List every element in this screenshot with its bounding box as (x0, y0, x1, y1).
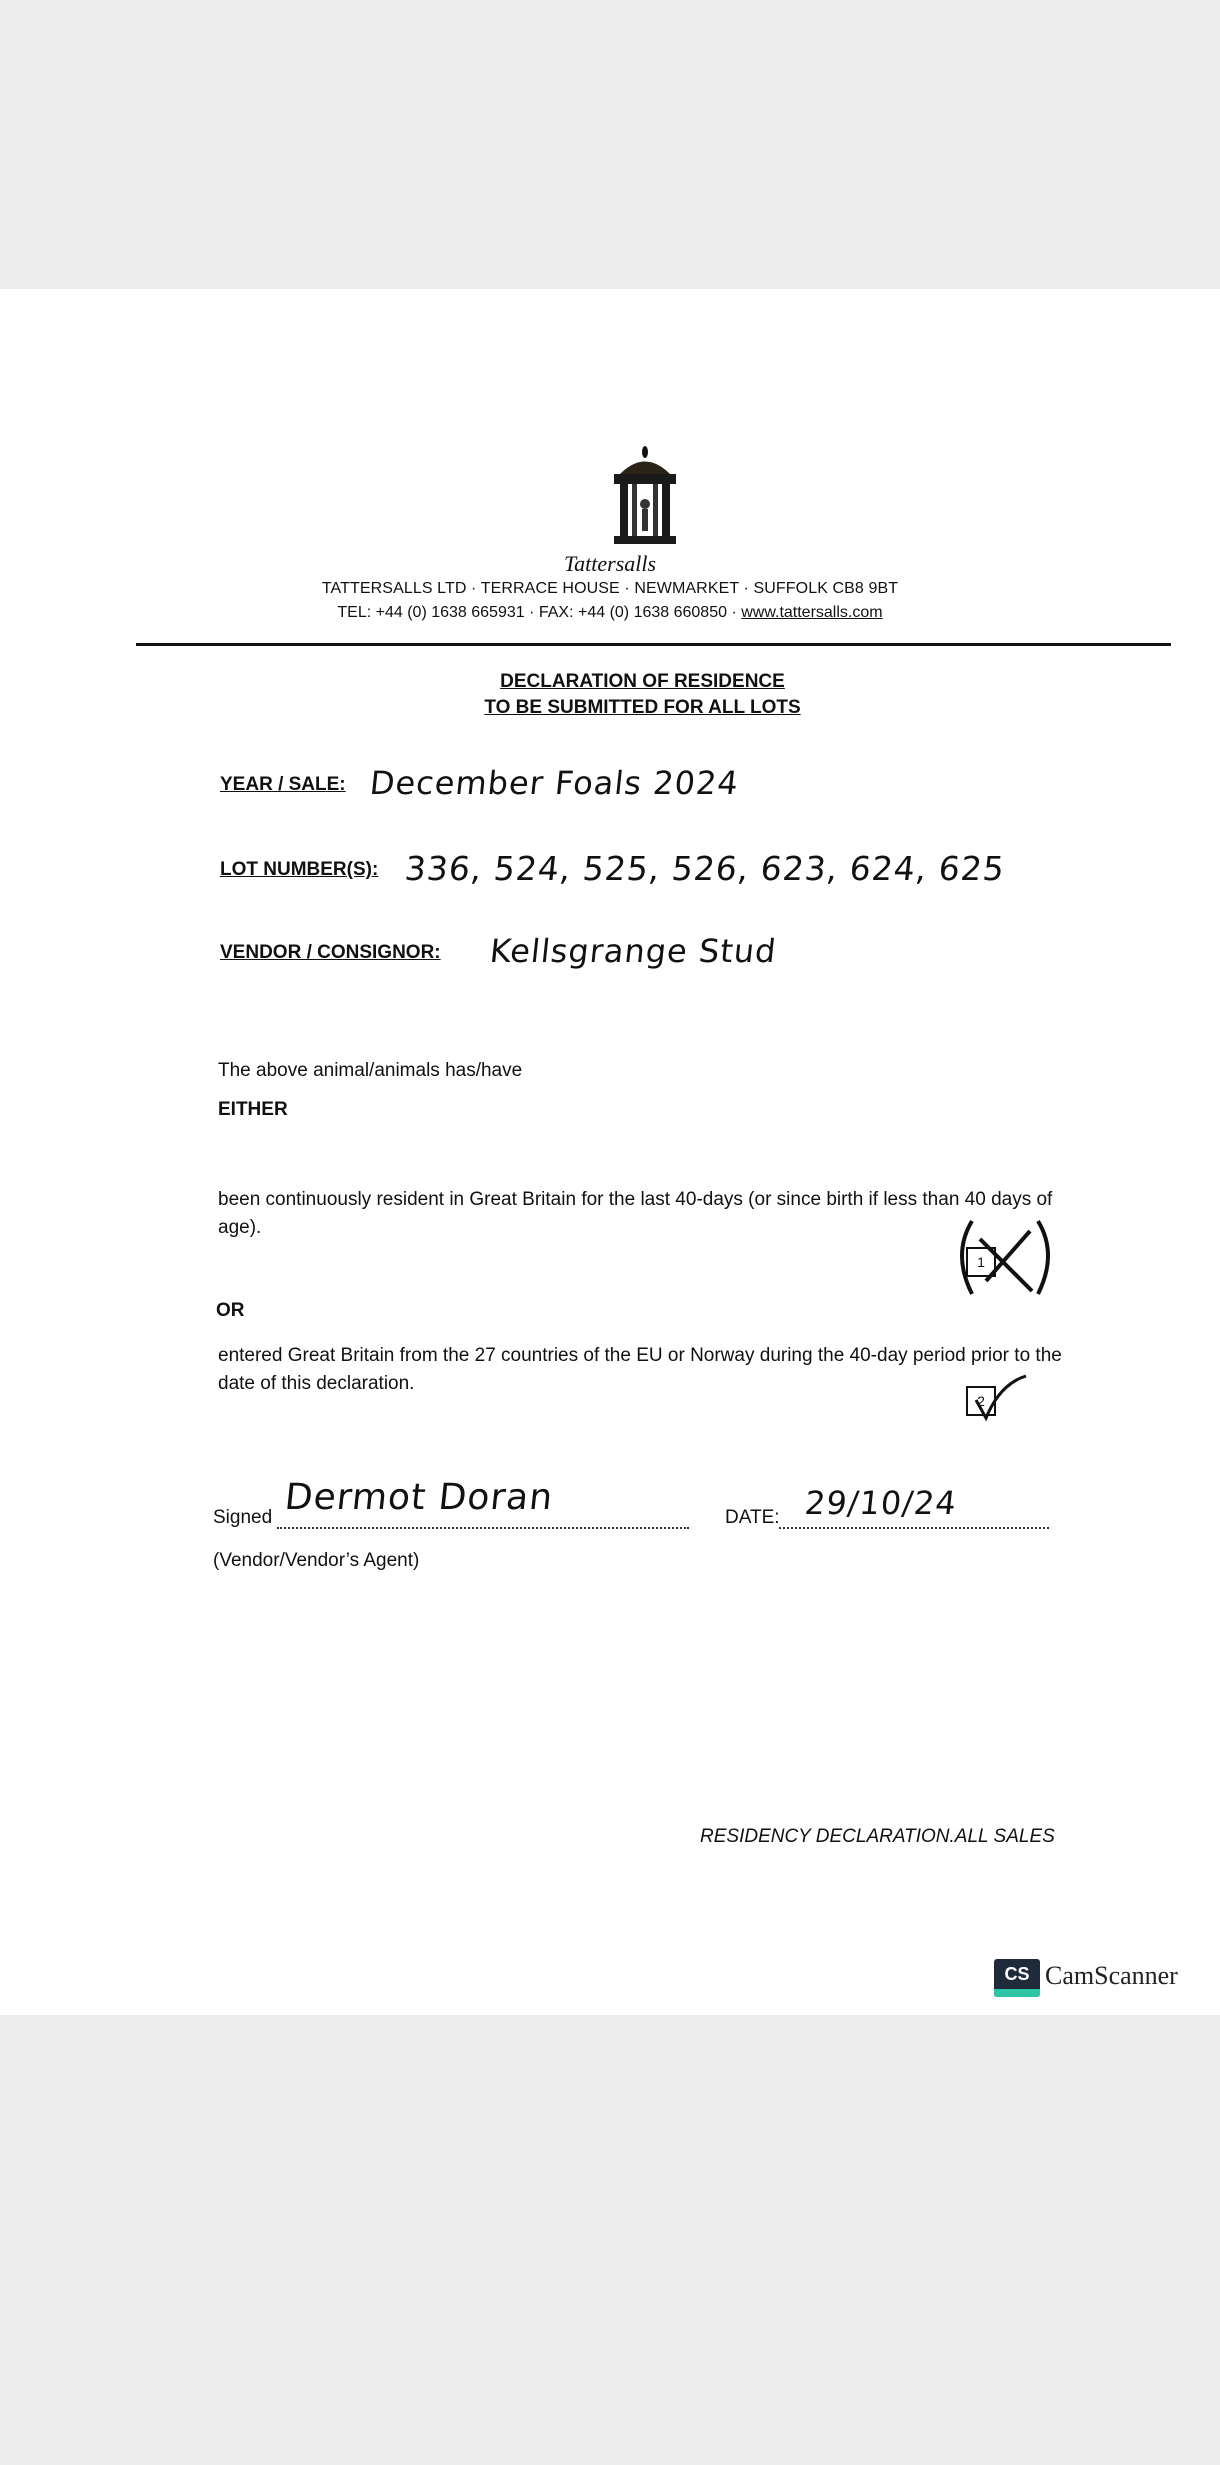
camscanner-watermark: CamScanner (1045, 1961, 1178, 1990)
website-link[interactable]: www.tattersalls.com (741, 604, 883, 621)
declaration-intro: The above animal/animals has/have (218, 1060, 523, 1081)
signed-label: Signed (213, 1507, 273, 1528)
option-one-checkbox[interactable]: 1 (966, 1247, 996, 1277)
date-value: 29/10/24 (803, 1484, 959, 1522)
option-one-text: been continuously resident in Great Britain for the last 40-days (or since birth if less than 40 days of age). (218, 1189, 1053, 1238)
either-label: EITHER (218, 1099, 288, 1120)
header-divider (136, 643, 1171, 646)
year-sale-value: December Foals 2024 (368, 764, 741, 802)
crossed-out-mark-icon (950, 1209, 1060, 1309)
brand-name: Tattersalls (563, 551, 657, 576)
checkmark-icon (970, 1374, 1030, 1424)
option-two-checkbox[interactable]: 2 (966, 1386, 996, 1416)
camscanner-badge-text: CS (1004, 1964, 1030, 1984)
or-label: OR (216, 1300, 245, 1321)
signature-value: Dermot Doran (282, 1477, 556, 1518)
lot-numbers-value: 336, 524, 525, 526, 623, 624, 625 (402, 849, 1007, 888)
tattersalls-gazebo-logo-icon (590, 444, 700, 549)
vendor-consignor-label: VENDOR / CONSIGNOR: (220, 942, 441, 963)
year-sale-label: YEAR / SALE: (220, 774, 346, 795)
company-contact (0, 604, 1220, 622)
contact-numbers: TEL: +44 (0) 1638 665931 · FAX: +44 (0) 1638 660850 · (337, 604, 742, 621)
vendor-consignor-value: Kellsgrange Stud (488, 932, 779, 970)
camscanner-logo-icon (994, 1959, 1040, 1997)
footer-note: RESIDENCY DECLARATION.ALL SALES (700, 1826, 1055, 1847)
document-page (0, 289, 1220, 2015)
lot-numbers-label: LOT NUMBER(S): (220, 859, 379, 880)
signer-role: (Vendor/Vendor’s Agent) (213, 1550, 420, 1571)
signature-line (277, 1517, 689, 1529)
company-address: TATTERSALLS LTD · TERRACE HOUSE · NEWMARKET · SUFFOLK CB8 9BT (321, 580, 899, 597)
document-title: DECLARATION OF RESIDENCE (500, 671, 785, 692)
date-label: DATE: (725, 1507, 780, 1528)
document-subtitle: TO BE SUBMITTED FOR ALL LOTS (484, 697, 801, 718)
option-two-text: entered Great Britain from the 27 countries of the EU or Norway during the 40-day period prior to the date of this declaration. (218, 1345, 1062, 1394)
